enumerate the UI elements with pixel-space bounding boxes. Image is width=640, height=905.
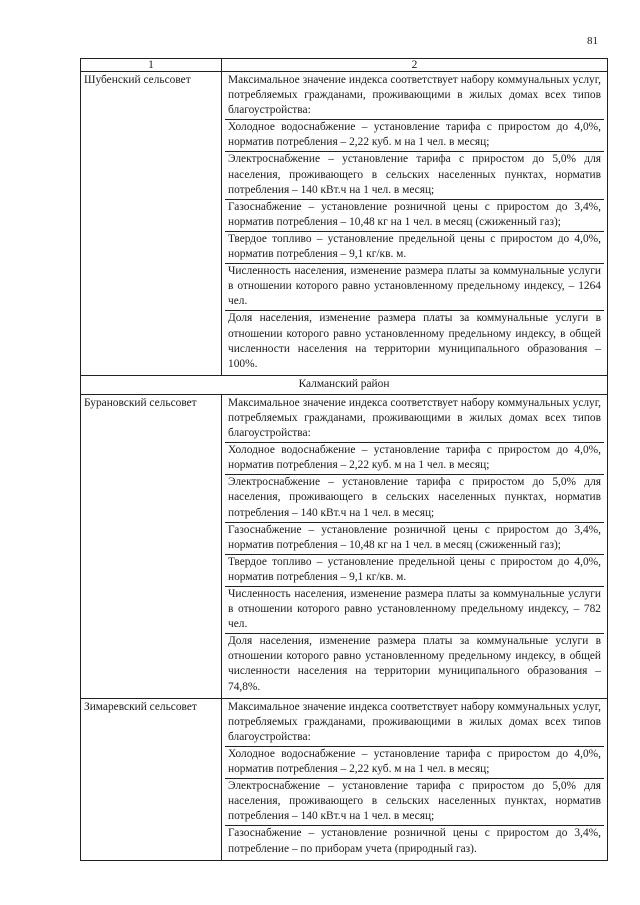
description-paragraph: Газоснабжение – установление розничной цены с приростом до 3,4%, норматив потребления – 10,48 кг на 1 чел. в месяц (сжиженный газ); xyxy=(225,522,604,554)
description-paragraph: Газоснабжение – установление розничной цены с приростом до 3,4%, потребление – по приборам учета (природный газ). xyxy=(225,825,604,857)
description-paragraph: Твердое топливо – установление предельной цены с приростом до 4,0%, норматив потребления – 9,1 кг/кв. м. xyxy=(225,554,604,586)
description-paragraph: Численность населения, изменение размера платы за коммунальные услуги в отношении которого равно установленному предельному индексу, – 1264 чел. xyxy=(225,263,604,310)
table-row xyxy=(81,698,608,860)
table-row xyxy=(81,72,608,376)
description-paragraph: Доля населения, изменение размера платы за коммунальные услуги в отношении которого равно установленному предельному индексу, в общей численности населения на территории муниципального образования – 100%. xyxy=(225,310,604,372)
region-row xyxy=(81,375,608,394)
description-paragraph: Твердое топливо – установление предельной цены с приростом до 4,0%, норматив потребления – 9,1 кг/кв. м. xyxy=(225,231,604,263)
description-paragraph: Максимальное значение индекса соответствует набору коммунальных услуг, потребляемых гражданами, проживающими в жилых домах всех типов благоустройства: xyxy=(228,700,601,743)
column-header-row xyxy=(81,59,608,72)
description-paragraph: Доля населения, изменение размера платы за коммунальные услуги в отношении которого равно установленному предельному индексу, в общей численности населения на территории муниципального образования – 74,8%. xyxy=(225,633,604,695)
description-paragraph: Холодное водоснабжение – установление тарифа с приростом до 4,0%, норматив потребления – 2,22 куб. м на 1 чел. в месяц; xyxy=(225,119,604,151)
table-body xyxy=(81,72,608,861)
description-paragraph: Газоснабжение – установление розничной цены с приростом до 3,4%, норматив потребления – 10,48 кг на 1 чел. в месяц (сжиженный газ); xyxy=(225,199,604,231)
column-header: 1 xyxy=(81,59,222,72)
municipality-name: Бурановский сельсовет xyxy=(81,394,222,698)
column-header: 2 xyxy=(222,59,608,72)
description-paragraph: Холодное водоснабжение – установление тарифа с приростом до 4,0%, норматив потребления – 2,22 куб. м на 1 чел. в месяц; xyxy=(225,746,604,778)
municipality-name: Зимаревский сельсовет xyxy=(81,698,222,860)
tariff-table xyxy=(80,58,608,861)
table-row xyxy=(81,394,608,698)
municipality-name: Шубенский сельсовет xyxy=(81,72,222,376)
description-paragraph: Электроснабжение – установление тарифа с приростом до 5,0% для населения, проживающего в сельских населенных пунктах, норматив потребления – 140 кВт.ч на 1 чел. в месяц; xyxy=(225,778,604,825)
description-paragraph: Максимальное значение индекса соответствует набору коммунальных услуг, потребляемых гражданами, проживающими в жилых домах всех типов благоустройства: xyxy=(228,396,601,440)
tariff-description xyxy=(222,72,608,376)
description-paragraph: Максимальное значение индекса соответствует набору коммунальных услуг, потребляемых гражданами, проживающими в жилых домах всех типов благоустройства: xyxy=(228,74,601,117)
description-paragraph: Электроснабжение – установление тарифа с приростом до 5,0% для населения, проживающего в сельских населенных пунктах, норматив потребления – 140 кВт.ч на 1 чел. в месяц; xyxy=(225,151,604,198)
region-title: Калманский район xyxy=(81,375,608,394)
description-paragraph: Численность населения, изменение размера платы за коммунальные услуги в отношении которого равно установленному предельному индексу, – 782 чел. xyxy=(225,586,604,633)
tariff-description xyxy=(222,698,608,860)
page-number: 81 xyxy=(587,35,598,47)
tariff-description xyxy=(222,394,608,698)
description-paragraph: Холодное водоснабжение – установление тарифа с приростом до 4,0%, норматив потребления – 2,22 куб. м на 1 чел. в месяц; xyxy=(225,442,604,474)
description-paragraph: Электроснабжение – установление тарифа с приростом до 5,0% для населения, проживающего в сельских населенных пунктах, норматив потребления – 140 кВт.ч на 1 чел. в месяц; xyxy=(225,474,604,521)
